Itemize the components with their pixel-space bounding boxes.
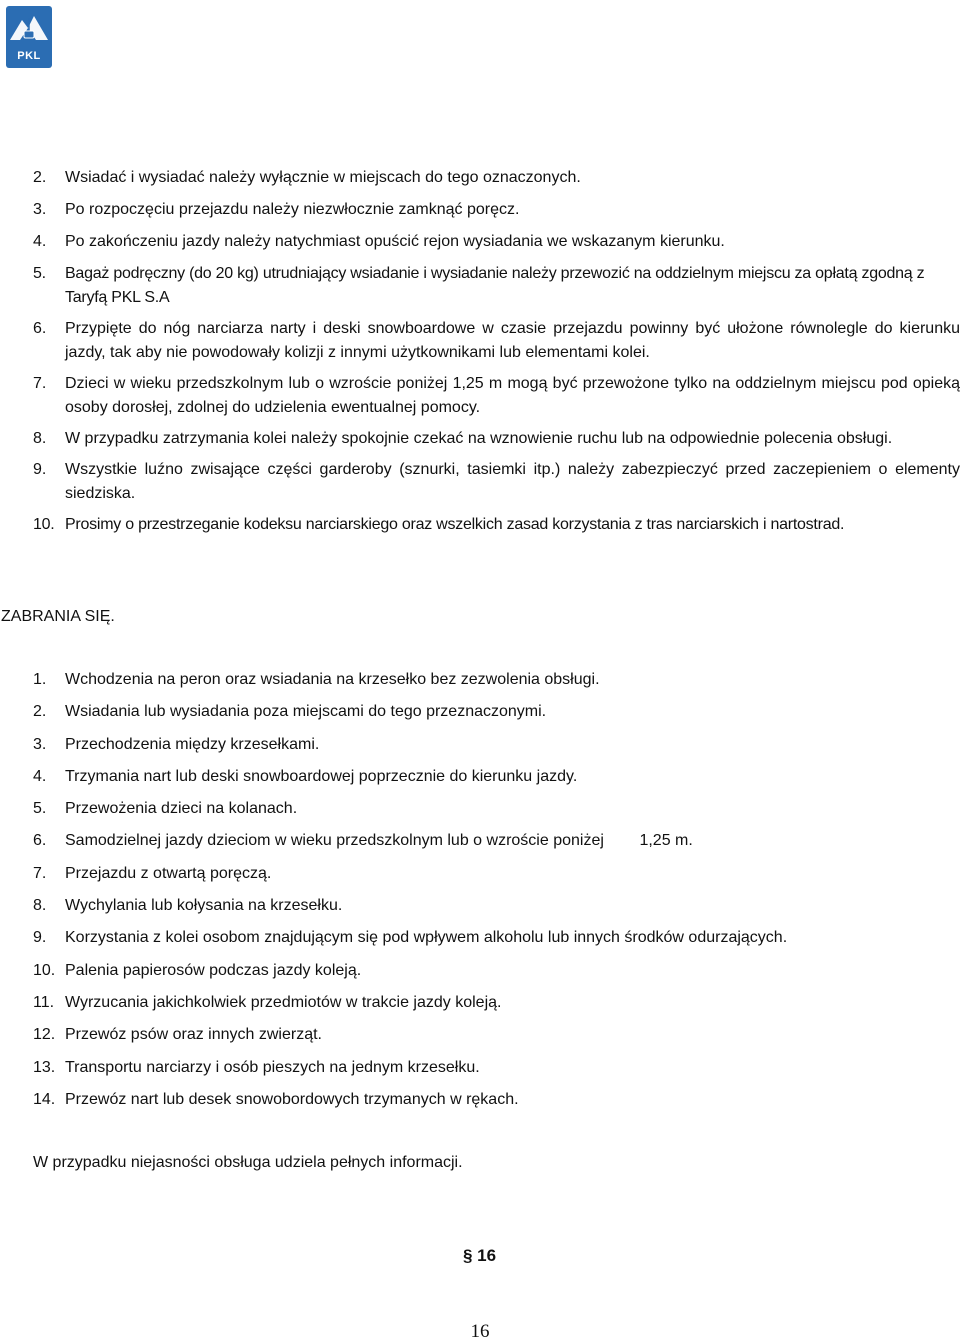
item-text: Wszystkie luźno zwisające części garderoby (sznurki, tasiemki itp.) należy zabezpieczyć przed zaczepieniem o elementy siedziska.	[65, 461, 960, 502]
item-number: 9.	[33, 929, 47, 947]
item-text: Wsiadania lub wysiadania poza miejscami do tego przeznaczonymi.	[65, 703, 547, 721]
item-text: Wyrzucania jakichkolwiek przedmiotów w trakcie jazdy koleją.	[65, 993, 502, 1011]
item-number: 2.	[33, 169, 47, 186]
item-text: Przypięte do nóg narciarza narty i deski snowboardowe w czasie przejazdu powinny być ułożone równolegle do kierunku jazdy, tak aby nie powodowały kolizji z innymi użytkownikami lub elementami kolei.	[65, 320, 960, 361]
mountain-cable-car-icon	[6, 6, 52, 52]
item-number: 4.	[33, 767, 47, 785]
item-text: Trzymania nart lub deski snowboardowej poprzecznie do kierunku jazdy.	[65, 767, 578, 785]
list-item	[0, 797, 960, 821]
list-item	[0, 1088, 960, 1112]
item-number: 4.	[33, 233, 47, 250]
item-number: 6.	[33, 832, 47, 850]
item-text: Palenia papierosów podczas jazdy koleją.	[65, 961, 362, 979]
list-item	[0, 198, 960, 222]
item-number: 7.	[33, 375, 47, 392]
item-number: 10.	[33, 516, 55, 533]
item-number: 2.	[33, 703, 47, 721]
list-item	[0, 991, 960, 1015]
info-text: W przypadku niejasności obsługa udziela pełnych informacji.	[33, 1154, 463, 1171]
item-text: Po rozpoczęciu przejazdu należy niezwłocznie zamknąć poręcz.	[65, 201, 520, 218]
rules-list	[0, 166, 960, 545]
item-number: 6.	[33, 320, 47, 337]
item-text: W przypadku zatrzymania kolei należy spokojnie czekać na wznowienie ruchu lub na odpowiednie polecenia obsługi.	[65, 430, 893, 447]
list-item	[0, 230, 960, 254]
item-number: 10.	[33, 961, 56, 979]
item-number: 3.	[33, 735, 47, 753]
list-item	[0, 1023, 960, 1047]
item-text: Prosimy o przestrzeganie kodeksu narciarskiego oraz wszelkich zasad korzystania z tras narciarskich i nartostrad.	[65, 516, 845, 533]
prohibited-list	[0, 668, 960, 1120]
item-text: Wchodzenia na peron oraz wsiadania na krzesełko bez zezwolenia obsługi.	[65, 671, 600, 688]
list-item	[0, 458, 960, 506]
item-number: 3.	[33, 201, 47, 218]
item-text: Wychylania lub kołysania na krzesełku.	[65, 897, 343, 915]
item-text: Przewóz psów oraz innych zwierząt.	[65, 1026, 322, 1044]
pkl-logo	[6, 6, 52, 68]
list-item	[0, 166, 960, 190]
list-item	[0, 317, 960, 365]
page-number: 16	[470, 1321, 490, 1342]
list-item	[0, 862, 960, 886]
section-heading: ZABRANIA SIĘ.	[1, 608, 115, 625]
item-number: 8.	[33, 430, 47, 447]
list-item	[0, 427, 960, 451]
item-text: Transportu narciarzy i osób pieszych na jednym krzesełku.	[65, 1058, 480, 1076]
item-text: Wsiadać i wysiadać należy wyłącznie w miejscach do tego oznaczonych.	[65, 169, 581, 186]
list-item	[0, 733, 960, 757]
item-text: Samodzielnej jazdy dzieciom w wieku przedszkolnym lub o wzroście poniżej 1,25 m.	[65, 832, 693, 850]
item-number: 14.	[33, 1090, 56, 1108]
item-number: 9.	[33, 461, 47, 478]
item-text: Przewóz nart lub desek snowobordowych trzymanych w rękach.	[65, 1090, 519, 1108]
item-number: 7.	[33, 864, 47, 882]
list-item	[0, 700, 960, 724]
list-item	[0, 372, 960, 420]
list-item	[0, 894, 960, 918]
list-item	[0, 668, 960, 692]
list-item	[0, 262, 960, 310]
item-number: 1.	[33, 671, 47, 688]
logo-text: PKL	[17, 50, 41, 62]
item-text: Przechodzenia między krzesełkami.	[65, 735, 320, 753]
section-reference: § 16	[463, 1246, 497, 1265]
list-item	[0, 959, 960, 983]
item-text: Przejazdu z otwartą poręczą.	[65, 864, 272, 882]
item-text: Po zakończeniu jazdy należy natychmiast opuścić rejon wysiadania we wskazanym kierunku.	[65, 233, 725, 250]
item-text: Korzystania z kolei osobom znajdującym się pod wpływem alkoholu lub innych środków odurzających.	[65, 929, 788, 947]
list-item	[0, 926, 960, 950]
list-item	[0, 829, 960, 853]
list-item	[0, 1056, 960, 1080]
item-number: 5.	[33, 800, 47, 818]
item-text: Przewożenia dzieci na kolanach.	[65, 800, 298, 818]
item-number: 5.	[33, 265, 46, 282]
list-item	[0, 513, 960, 537]
item-number: 8.	[33, 897, 47, 915]
item-number: 11.	[33, 993, 55, 1011]
list-item	[0, 765, 960, 789]
item-text: Bagaż podręczny (do 20 kg) utrudniający wsiadanie i wysiadanie należy przewozić na oddzielnym miejscu za opłatą zgodną z Taryfą PKL S.A	[65, 265, 925, 306]
item-number: 12.	[33, 1026, 56, 1044]
item-text: Dzieci w wieku przedszkolnym lub o wzroście poniżej 1,25 m mogą być przewożone tylko na oddzielnym miejscu pod opieką osoby dorosłej, zdolnej do udzielenia ewentualnej pomocy.	[65, 375, 960, 416]
item-number: 13.	[33, 1058, 56, 1076]
